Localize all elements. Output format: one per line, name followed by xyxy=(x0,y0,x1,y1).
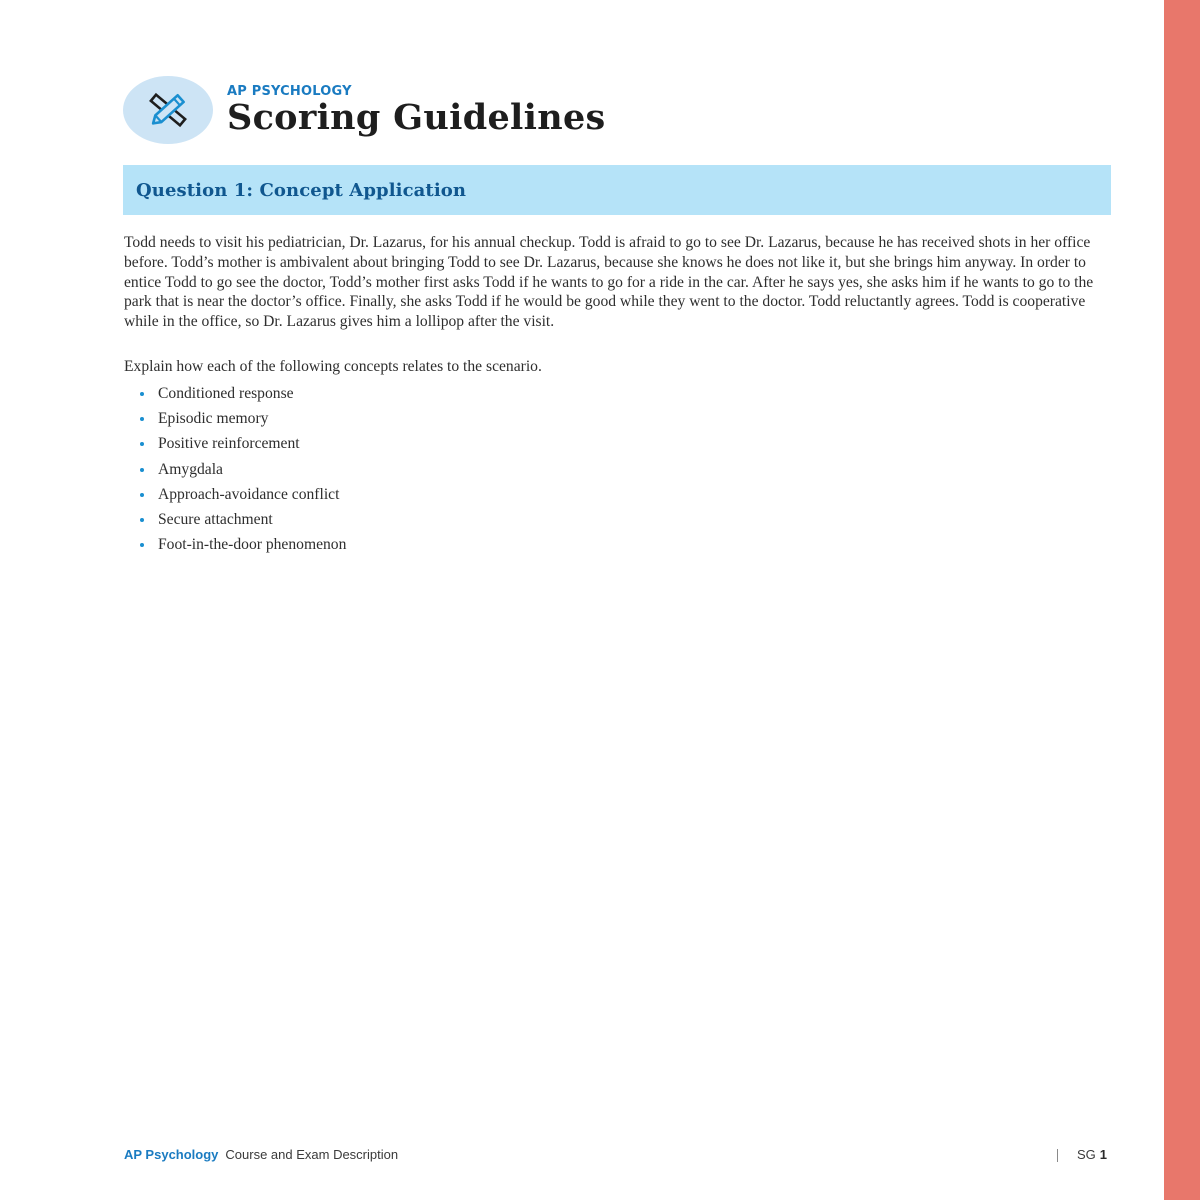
bullet-icon xyxy=(140,417,144,421)
question-title: Question 1: Concept Application xyxy=(136,179,467,201)
list-item xyxy=(138,533,346,558)
concept-label: Positive reinforcement xyxy=(158,435,300,453)
footer-divider xyxy=(1057,1149,1058,1162)
concept-list xyxy=(138,381,346,558)
bullet-icon xyxy=(140,392,144,396)
concept-label: Approach-avoidance conflict xyxy=(158,485,340,503)
bullet-icon xyxy=(140,468,144,472)
footer-brand: AP Psychology xyxy=(124,1147,219,1162)
list-item xyxy=(138,457,346,482)
header-text xyxy=(227,83,606,137)
concept-label: Conditioned response xyxy=(158,384,294,402)
side-color-strip xyxy=(1164,0,1200,1200)
page-number: 1 xyxy=(1099,1147,1108,1162)
page-title: Scoring Guidelines xyxy=(227,97,606,138)
concept-label: Secure attachment xyxy=(158,511,273,529)
concept-label: Episodic memory xyxy=(158,409,269,427)
question-banner xyxy=(123,165,1111,215)
bullet-icon xyxy=(140,518,144,522)
list-item xyxy=(138,482,346,507)
page-prefix: SG xyxy=(1077,1147,1096,1162)
concept-label: Foot-in-the-door phenomenon xyxy=(158,536,347,554)
scenario-paragraph: Todd needs to visit his pediatrician, Dr. Lazarus, for his annual checkup. Todd is afraid to go to see Dr. Lazarus, because he has received shots in her office before. Todd’s mother is ambivalent about bringing Todd to see Dr. Lazarus, because she knows he does not like it, but she brings him anyway. In order to entice Todd to go see the doctor, Todd’s mother first asks Todd if he wants to go for a ride in the car. After he says yes, she asks him if he wants to go to the park that is near the doctor’s office. Finally, she asks Todd if he would be good while they went to the doctor. Todd reluctantly agrees. Todd is cooperative while in the office, so Dr. Lazarus gives him a lollipop after the visit. xyxy=(124,234,1094,331)
question-prompt: Explain how each of the following concepts relates to the scenario. xyxy=(124,358,542,375)
bullet-icon xyxy=(140,543,144,547)
list-item xyxy=(138,406,346,431)
header-icon-badge xyxy=(123,76,213,144)
page-header xyxy=(123,75,606,145)
subject-kicker: AP PSYCHOLOGY xyxy=(227,84,352,99)
page-number-block xyxy=(1057,1147,1107,1163)
list-item xyxy=(138,432,346,457)
concept-label: Amygdala xyxy=(158,460,223,478)
bullet-icon xyxy=(140,493,144,497)
footer-title xyxy=(124,1147,398,1163)
pencil-ruler-icon xyxy=(145,90,191,130)
list-item xyxy=(138,381,346,406)
footer-description: Course and Exam Description xyxy=(225,1147,399,1162)
bullet-icon xyxy=(140,442,144,446)
list-item xyxy=(138,507,346,532)
